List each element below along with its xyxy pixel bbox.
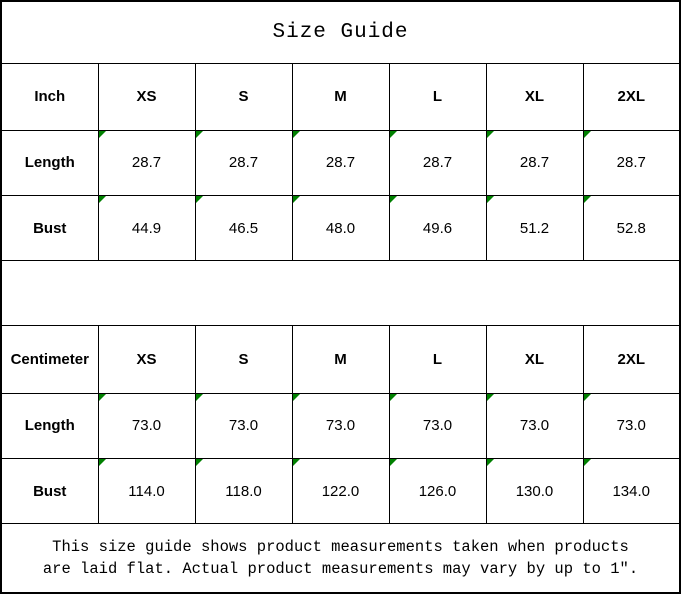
value-cell — [195, 458, 292, 523]
value-text: 73.0 — [519, 417, 550, 435]
value-text: 28.7 — [228, 154, 259, 172]
value-cell — [292, 458, 389, 523]
comment-marker-icon — [390, 394, 397, 401]
comment-marker-icon — [196, 459, 203, 466]
value-cell — [486, 393, 583, 458]
value-cell — [486, 130, 583, 195]
value-text: 134.0 — [612, 482, 651, 500]
comment-marker-icon — [99, 131, 106, 138]
cm-header-row — [1, 326, 680, 393]
value-cell — [583, 458, 680, 523]
row-label-length: Length — [1, 130, 98, 195]
value-cell — [292, 130, 389, 195]
size-header-xl: XL — [486, 63, 583, 130]
value-cell — [389, 196, 486, 261]
value-text: 118.0 — [225, 482, 262, 500]
footnote-line-2: are laid flat. Actual product measurements may vary by up to 1″. — [42, 560, 639, 579]
comment-marker-icon — [196, 131, 203, 138]
value-text: 73.0 — [228, 417, 259, 435]
comment-marker-icon — [487, 131, 494, 138]
size-header-2xl: 2XL — [583, 63, 680, 130]
unit-header-inch: Inch — [1, 63, 98, 130]
value-cell — [195, 196, 292, 261]
size-header-xs: XS — [98, 326, 195, 393]
value-text: 48.0 — [325, 219, 356, 237]
value-text: 73.0 — [616, 417, 646, 435]
value-cell — [292, 196, 389, 261]
size-header-m: M — [292, 326, 389, 393]
value-cell — [98, 130, 195, 195]
comment-marker-icon — [584, 196, 591, 203]
title-row — [1, 1, 680, 63]
value-text: 49.6 — [422, 219, 453, 237]
value-text: 28.7 — [519, 154, 550, 172]
comment-marker-icon — [390, 131, 397, 138]
comment-marker-icon — [99, 196, 106, 203]
row-label-bust: Bust — [1, 458, 98, 523]
value-text: 28.7 — [422, 154, 453, 172]
comment-marker-icon — [487, 196, 494, 203]
comment-marker-icon — [293, 394, 300, 401]
value-text: 73.0 — [131, 417, 162, 435]
comment-marker-icon — [293, 459, 300, 466]
footnote-line-1: This size guide shows product measurements taken when products — [52, 537, 629, 556]
size-header-s: S — [195, 63, 292, 130]
comment-marker-icon — [293, 131, 300, 138]
size-header-l: L — [389, 326, 486, 393]
value-text: 114.0 — [128, 482, 165, 500]
value-text: 28.7 — [616, 154, 646, 172]
spacer-row — [1, 261, 680, 326]
value-text: 52.8 — [616, 219, 646, 237]
value-text: 122.0 — [321, 482, 360, 500]
value-cell — [389, 393, 486, 458]
spacer-cell — [1, 261, 680, 326]
value-text: 73.0 — [422, 417, 453, 435]
size-header-l: L — [389, 63, 486, 130]
footer-row — [1, 524, 680, 593]
value-text: 51.2 — [519, 219, 550, 237]
value-cell — [195, 393, 292, 458]
comment-marker-icon — [196, 196, 203, 203]
comment-marker-icon — [584, 459, 591, 466]
size-header-xs: XS — [98, 63, 195, 130]
inch-header-row — [1, 63, 680, 130]
value-text: 44.9 — [131, 219, 162, 237]
comment-marker-icon — [99, 459, 106, 466]
value-cell — [583, 130, 680, 195]
comment-marker-icon — [196, 394, 203, 401]
value-text: 46.5 — [228, 219, 259, 237]
row-label-length: Length — [1, 393, 98, 458]
value-cell — [583, 393, 680, 458]
comment-marker-icon — [584, 394, 591, 401]
comment-marker-icon — [293, 196, 300, 203]
value-cell — [486, 458, 583, 523]
comment-marker-icon — [390, 459, 397, 466]
page-title: Size Guide — [1, 1, 680, 63]
value-text: 126.0 — [418, 482, 457, 500]
value-cell — [292, 393, 389, 458]
value-text: 73.0 — [325, 417, 356, 435]
comment-marker-icon — [487, 394, 494, 401]
value-cell — [195, 130, 292, 195]
comment-marker-icon — [487, 459, 494, 466]
comment-marker-icon — [390, 196, 397, 203]
comment-marker-icon — [584, 131, 591, 138]
value-cell — [98, 458, 195, 523]
value-cell — [583, 196, 680, 261]
size-header-xl: XL — [486, 326, 583, 393]
cm-length-row — [1, 393, 680, 458]
inch-length-row — [1, 130, 680, 195]
cm-bust-row — [1, 458, 680, 523]
value-cell — [98, 393, 195, 458]
value-cell — [98, 196, 195, 261]
footnote — [1, 524, 680, 593]
value-cell — [389, 130, 486, 195]
value-cell — [486, 196, 583, 261]
unit-header-centimeter: Centimeter — [1, 326, 98, 393]
size-header-2xl: 2XL — [583, 326, 680, 393]
inch-bust-row — [1, 196, 680, 261]
row-label-bust: Bust — [1, 196, 98, 261]
size-header-m: M — [292, 63, 389, 130]
comment-marker-icon — [99, 394, 106, 401]
value-text: 28.7 — [131, 154, 162, 172]
value-cell — [389, 458, 486, 523]
value-text: 28.7 — [325, 154, 356, 172]
value-text: 130.0 — [515, 482, 554, 500]
size-header-s: S — [195, 326, 292, 393]
